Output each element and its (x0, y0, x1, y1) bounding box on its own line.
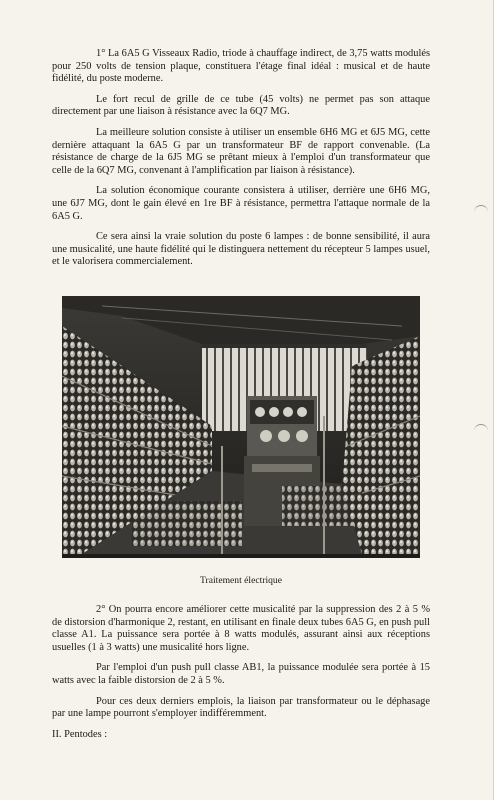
factory-photo-illustration (62, 296, 420, 558)
paragraph-4: La solution économique courante consistera à utiliser, derrière une 6H6 MG, une 6J7 MG, dont le gain élevé en 1re BF à résistance, permettra l'attaque normale de la 6A5 G. (52, 185, 430, 222)
text-block-bottom (52, 604, 430, 749)
paragraph-3: La meilleure solution consiste à utiliser un ensemble 6H6 MG et 6J5 MG, cette dernière attaquant la 6A5 G par un transformateur BF de rapport convenable. (La résistance de charge de la 6J5 MG se prêtant mieux à l'emploi d'un transformateur que celle de la 6Q7 MG, convenant à l'amplification par liaison à résistance). (52, 126, 430, 176)
paragraph-7: Par l'emploi d'un push pull classe AB1, la puissance modulée sera portée à 15 watts avec la faible distorsion de 2 à 5 %. (52, 662, 430, 686)
paragraph-1: 1° La 6A5 G Visseaux Radio, triode à chauffage indirect, de 3,75 watts modulés pour 250 volts de tension plaque, constituera l'étage final idéal : musical et de haute fidélité, du poste moderne. (52, 48, 430, 85)
photo-caption: Traitement électrique (200, 575, 282, 586)
paragraph-5: Ce sera ainsi la vraie solution du poste 6 lampes : de bonne sensibilité, il aura une musicalité, une haute fidélité qui le distinguera nettement du récepteur 5 lampes usuel, et le valorisera commercialement. (52, 231, 430, 268)
paragraph-2: Le fort recul de grille de ce tube (45 volts) ne permet pas son attaque directement par une liaison à résistance avec la 6Q7 MG. (52, 93, 430, 118)
text-block-top (52, 48, 430, 277)
paragraph-8: Pour ces deux derniers emplois, la liaison par transformateur ou le déphasage par une lampe pourront s'employer indifféremment. (52, 695, 430, 720)
page-edge-mark (474, 424, 488, 434)
page-edge-mark (474, 205, 488, 215)
section-heading-pentodes: II. Pentodes : (52, 728, 108, 740)
factory-photo (62, 296, 420, 558)
paragraph-6: 2° On pourra encore améliorer cette musicalité par la suppression des 2 à 5 % de distorsion d'harmonique 2, restant, en utilisant en finale deux tubes 6A5 G, en push pull classe A1. La puissance sera portée à 8 watts modulés, assurant ainsi aux réceptions usuelles (1 à 3 watts) une musicalité hors ligne. (52, 604, 430, 653)
